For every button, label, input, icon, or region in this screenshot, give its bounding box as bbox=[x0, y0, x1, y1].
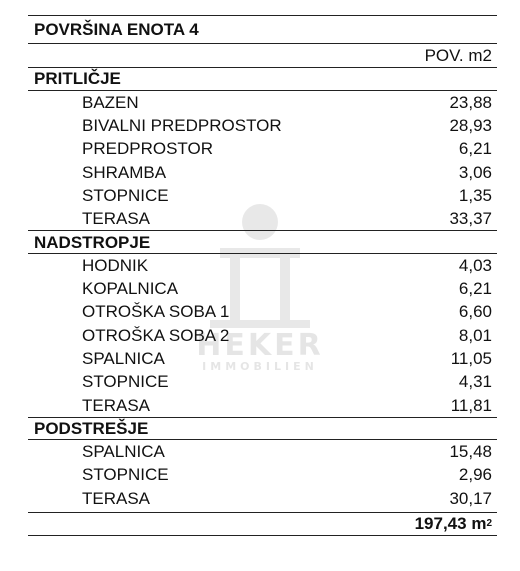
table-title: POVRŠINA ENOTA 4 bbox=[28, 16, 497, 44]
room-area: 30,17 bbox=[449, 488, 492, 508]
table-row bbox=[28, 463, 497, 486]
table-row bbox=[28, 393, 497, 416]
room-label: SHRAMBA bbox=[82, 162, 167, 182]
section-header: PRITLIČJE bbox=[28, 67, 497, 90]
room-area: 4,03 bbox=[458, 255, 492, 275]
room-area: 23,88 bbox=[449, 92, 492, 112]
table-row bbox=[28, 160, 497, 183]
room-area: 6,60 bbox=[458, 302, 492, 322]
total-row: 197,43 m 2 bbox=[28, 512, 497, 536]
room-area: 11,81 bbox=[450, 395, 492, 415]
table-row bbox=[28, 347, 497, 370]
watermark-subtitle: IMMOBILIEN bbox=[202, 360, 318, 373]
room-label: SPALNICA bbox=[82, 349, 165, 368]
table-row bbox=[28, 207, 497, 230]
room-label: STOPNICE bbox=[82, 372, 169, 392]
room-label: PREDPROSTOR bbox=[82, 139, 213, 159]
watermark-brand: HEKER bbox=[196, 328, 324, 363]
table-row bbox=[28, 184, 497, 207]
unit-header: POV. m2 bbox=[424, 46, 492, 66]
total-value: 197,43 m bbox=[414, 514, 487, 534]
table-row bbox=[28, 91, 497, 114]
room-label: OTROŠKA SOBA 1 bbox=[82, 302, 230, 322]
room-area: 6,21 bbox=[458, 279, 492, 299]
room-label: STOPNICE bbox=[82, 185, 169, 205]
room-label: SPALNICA bbox=[82, 442, 165, 462]
table-row bbox=[28, 277, 497, 300]
section-header: NADSTROPJE bbox=[28, 230, 497, 253]
room-label: BAZEN bbox=[82, 92, 139, 112]
room-area: 28,93 bbox=[449, 116, 492, 136]
room-area: 6,21 bbox=[458, 139, 492, 159]
table-row bbox=[28, 254, 497, 277]
room-label: TERASA bbox=[82, 209, 151, 229]
table-row bbox=[28, 114, 497, 137]
table-row bbox=[28, 324, 497, 347]
room-label: OTROŠKA SOBA 2 bbox=[82, 325, 230, 345]
table-row bbox=[28, 137, 497, 160]
section-header: PODSTREŠJE bbox=[28, 417, 497, 440]
table-row bbox=[28, 487, 497, 510]
room-label: HODNIK bbox=[82, 255, 149, 275]
room-label: TERASA bbox=[82, 488, 151, 508]
room-label: TERASA bbox=[82, 395, 151, 415]
area-table bbox=[28, 15, 497, 536]
table-row bbox=[28, 300, 497, 323]
room-area: 4,31 bbox=[458, 372, 492, 392]
room-area: 33,37 bbox=[449, 209, 492, 229]
table-row bbox=[28, 440, 497, 463]
room-area: 15,48 bbox=[449, 442, 492, 462]
table-body bbox=[28, 67, 497, 510]
room-label: STOPNICE bbox=[82, 465, 169, 485]
room-area: 2,96 bbox=[458, 465, 492, 485]
room-label: KOPALNICA bbox=[82, 279, 179, 299]
room-area: 3,06 bbox=[458, 162, 492, 182]
room-label: BIVALNI PREDPROSTOR bbox=[82, 116, 282, 136]
table-row bbox=[28, 370, 497, 393]
room-area: 11,05 bbox=[450, 349, 492, 368]
room-area: 1,35 bbox=[458, 185, 492, 205]
room-area: 8,01 bbox=[458, 325, 492, 345]
